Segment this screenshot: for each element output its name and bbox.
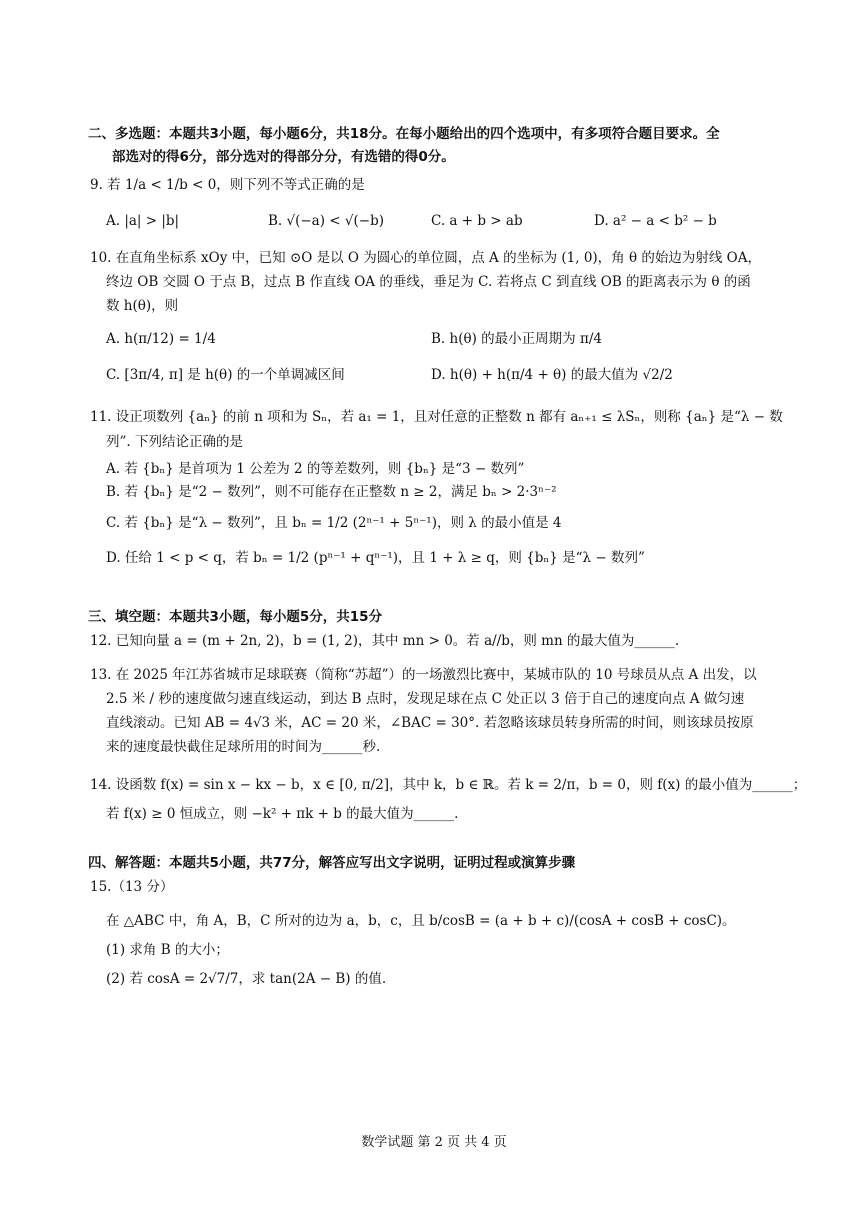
q9-option-d: D. a² − a < b² − b bbox=[594, 213, 717, 229]
section-multi-title-line1: 二、多选题：本题共3小题，每小题6分，共18分。在每小题给出的四个选项中，有多项符合题目要求。全 bbox=[88, 126, 720, 142]
q11-option-d: D. 任给 1 < p < q，若 bₙ = 1/2 (pⁿ⁻¹ + qⁿ⁻¹)，且 1 + λ ≥ q，则 {bₙ} 是“λ − 数列” bbox=[106, 550, 645, 566]
q14-line1: 14. 设函数 f(x) = sin x − kx − b，x ∈ [0, π/2]，其中 k，b ∈ ℝ。若 k = 2/π，b = 0，则 f(x) 的最小值为______； bbox=[90, 777, 807, 793]
q10-line1: 10. 在直角坐标系 xOy 中，已知 ⊙O 是以 O 为圆心的单位圆，点 A 的坐标为 (1, 0)，角 θ 的始边为射线 OA， bbox=[90, 250, 761, 266]
q15-part2: (2) 若 cosA = 2√7/7，求 tan(2A − B) 的值. bbox=[106, 971, 387, 987]
q9-option-b: B. √(−a) < √(−b) bbox=[268, 213, 384, 229]
q13-line4: 来的速度最快截住足球所用的时间为______秒. bbox=[106, 739, 381, 755]
section-solve-title: 四、解答题：本题共5小题，共77分，解答应写出文字说明，证明过程或演算步骤 bbox=[88, 855, 576, 871]
q11-option-b: B. 若 {bₙ} 是“2 − 数列”，则不可能存在正整数 n ≥ 2，满足 bₙ > 2·3ⁿ⁻² bbox=[106, 484, 557, 500]
q10-option-b: B. h(θ) 的最小正周期为 π/4 bbox=[431, 331, 602, 347]
section-fill-title: 三、填空题：本题共3小题，每小题5分，共15分 bbox=[88, 609, 383, 625]
q11-line2: 列”. 下列结论正确的是 bbox=[106, 434, 243, 450]
q10-option-a: A. h(π/12) = 1/4 bbox=[106, 331, 216, 347]
q15-part1: (1) 求角 B 的大小； bbox=[106, 942, 229, 958]
q13-line1: 13. 在 2025 年江苏省城市足球联赛（简称“苏超”）的一场激烈比赛中，某城市队的 10 号球员从点 A 出发，以 bbox=[90, 667, 757, 683]
q13-line2: 2.5 米 / 秒的速度做匀速直线运动，到达 B 点时，发现足球在点 C 处正以 3 倍于自己的速度向点 A 做匀速 bbox=[106, 691, 745, 707]
q11-option-a: A. 若 {bₙ} 是首项为 1 公差为 2 的等差数列，则 {bₙ} 是“3 − 数列” bbox=[106, 461, 525, 477]
q9-option-c: C. a + b > ab bbox=[431, 213, 523, 229]
q11-line1: 11. 设正项数列 {aₙ} 的前 n 项和为 Sₙ，若 a₁ = 1，且对任意的正整数 n 都有 aₙ₊₁ ≤ λSₙ，则称 {aₙ} 是“λ − 数 bbox=[90, 409, 783, 425]
q9-option-a: A. |a| > |b| bbox=[106, 213, 180, 229]
q9-stem: 9. 若 1/a < 1/b < 0，则下列不等式正确的是 bbox=[90, 177, 365, 193]
q14-line2: 若 f(x) ≥ 0 恒成立，则 −k² + πk + b 的最大值为______. bbox=[106, 806, 459, 822]
q10-line3: 数 h(θ)，则 bbox=[106, 298, 179, 314]
page-footer: 数学试题 第 2 页 共 4 页 bbox=[361, 1135, 507, 1150]
q13-line3: 直线滚动。已知 AB = 4√3 米，AC = 20 米，∠BAC = 30°. 若忽略该球员转身所需的时间，则该球员按原 bbox=[106, 715, 754, 731]
q12-line1: 12. 已知向量 a = (m + 2n, 2)，b = (1, 2)，其中 mn > 0。若 a//b，则 mn 的最大值为______. bbox=[90, 633, 680, 649]
q15-stem: 在 △ABC 中，角 A，B，C 所对的边为 a，b，c，且 b/cosB = (a + b + c)/(cosA + cosB + cosC)。 bbox=[106, 913, 736, 929]
q10-line2: 终边 OB 交圆 O 于点 B，过点 B 作直线 OA 的垂线，垂足为 C. 若将点 C 到直线 OB 的距离表示为 θ 的函 bbox=[106, 274, 751, 290]
q15-head: 15.（13 分） bbox=[90, 879, 174, 895]
q10-option-d: D. h(θ) + h(π/4 + θ) 的最大值为 √2/2 bbox=[431, 367, 673, 383]
section-multi-title-line2: 部选对的得6分，部分选对的得部分分，有选错的得0分。 bbox=[112, 149, 455, 165]
q11-option-c: C. 若 {bₙ} 是“λ − 数列”，且 bₙ = 1/2 (2ⁿ⁻¹ + 5ⁿ⁻¹)，则 λ 的最小值是 4 bbox=[106, 515, 562, 531]
q10-option-c: C. [3π/4, π] 是 h(θ) 的一个单调减区间 bbox=[106, 367, 345, 383]
